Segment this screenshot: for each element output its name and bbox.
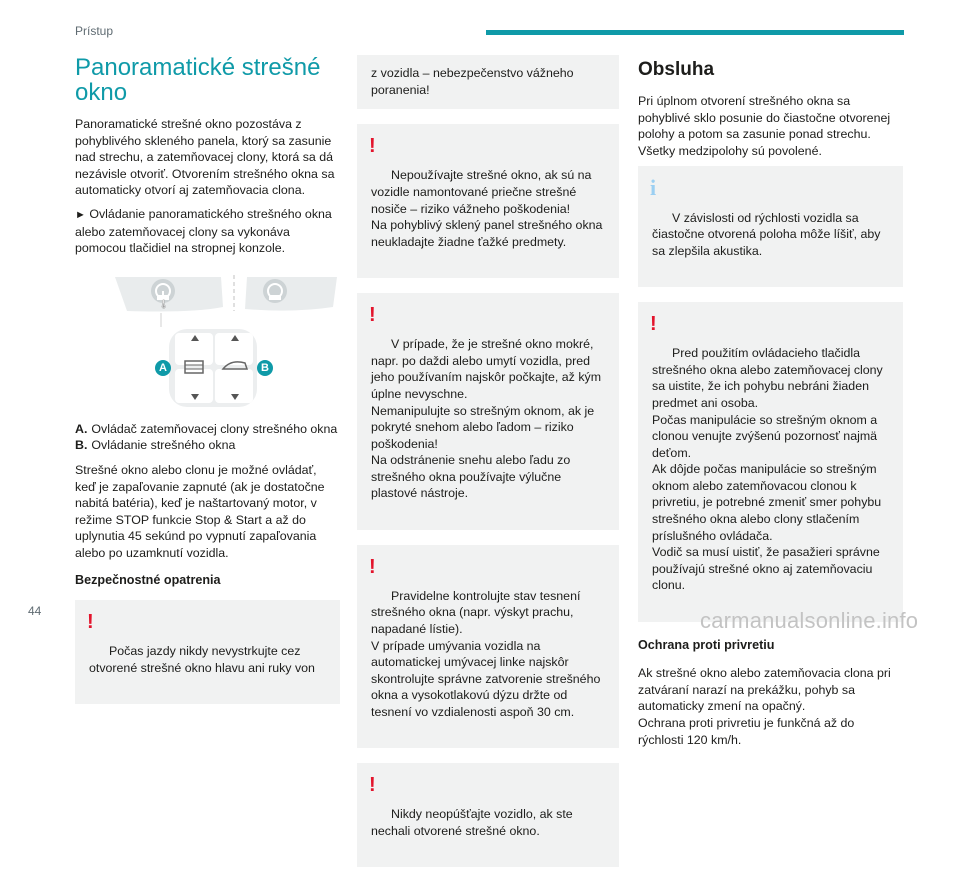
roof-console-illustration [75,269,340,409]
warning-note [638,302,903,622]
header-section-label: Prístup [75,24,114,38]
legend-text: Ovládač zatemňovacej clony strešného okna [91,421,338,436]
warning-note-text: Nikdy neopúšťajte vozidlo, ak ste nechali otvorené strešné okno. [371,807,573,838]
warning-note [75,600,340,704]
warning-icon: ! [369,555,376,578]
info-note-text: V závislosti od rýchlosti vozidla sa čiastočne otvorená poloha môže líšiť, aby sa zlepšila akustika. [652,210,881,258]
legend-item [75,437,340,454]
pinch-protection-paragraph: Ak strešné okno alebo zatemňovacia clona pri zatváraní narazí na prekážku, pohyb sa automaticky zmení na opačný. Ochrana proti privretiu je funkčná až do rýchlosti 120 km/h. [638,666,891,747]
warning-icon: ! [650,312,657,335]
intro-paragraph: Panoramatické strešné okno pozostáva z pohyblivého skleného panela, ktorý sa zasunie nad strechu, a zatemňovacej clony, ktorá sa dá nezávisle otvoriť. Otvorením strešného okna sa automaticky otvorí aj zatemňovacia clona. [75,117,335,198]
warning-note [357,293,619,530]
warning-icon: ! [87,611,94,634]
warning-note [357,545,619,749]
info-note [638,166,903,287]
page-number: 44 [28,604,42,618]
intro-bullet-paragraph [75,206,340,257]
operation-conditions-paragraph: Strešné okno alebo clonu je možné ovládať, keď je zapaľovanie zapnuté (ak je dostatočne nabitá batéria), keď je naštartovaný motor, v režime STOP funkcie Stop & Start a až do uplynutia 45 sekúnd po vypnutí zapaľovania alebo po uzamknutí vozidla. [75,462,325,560]
warning-note-text: Pred použitím ovládacieho tlačidla strešného okna alebo zatemňovacej clony sa uistite, že ich pohybu nebráni žiaden predmet ani osoba. Počas manipulácie so strešným oknom a clonou venujte zvýšenú pozornosť najmä deťom. Ak dôjde počas manipulácie so strešným oknom alebo zatemňovacou clonou k privretiu, je potrebné zmeniť smer pohybu strešného okna alebo clony stlačením príslušného ovládača. Vodič sa musí uistiť, že pasažieri správne používajú strešné okno aj zatemňovaciu clonu. [652,346,883,593]
right-reading-lamp [245,277,337,311]
warning-note-continued: z vozidla – nebezpečenstvo vážneho poranenia! [357,55,619,109]
column-2 [357,55,619,882]
operation-intro-paragraph: Pri úplnom otvorení strešného okna sa pohyblivé sklo posunie do čiastočne otvorenej polohy a potom sa zasunie ponad strechu. Všetky medzipolohy sú povolené. [638,94,891,158]
callout-b: B [257,360,273,376]
callout-a: A [155,360,171,376]
warning-note [357,124,619,278]
info-icon: i [650,175,657,201]
legend-item [75,421,340,438]
legend-text: Ovládanie strešného okna [91,438,236,453]
pinch-protection-heading: Ochrana proti privretiu [638,637,775,652]
roof-controls-figure [75,269,340,409]
legend-key: A. [75,421,88,436]
arrow-bullet-icon: ► [75,208,86,221]
warning-icon: ! [369,303,376,326]
warning-icon: ! [369,135,376,158]
intro-bullet-text: Ovládanie panoramatického strešného okna alebo zatemňovacej clony sa vykonáva pomocou tlačidiel na stropnej konzole. [75,206,332,256]
legend-list [75,421,340,454]
page-title: Panoramatické strešné okno [75,54,321,106]
legend-key: B. [75,438,88,453]
roof-control-pad [169,329,257,407]
warning-note-text: V prípade, že je strešné okno mokré, napr. po daždi alebo umytí vozidla, pred jeho používaním najskôr počkajte, až kým úplne nevyschne. Nemanipulujte so strešným oknom, ak je pokryté snehom alebo ľadom – riziko poškodenia! Na odstránenie snehu alebo ľadu zo strešného okna používajte výlučne plastové nástroje. [371,337,602,501]
section-heading: Obsluha [638,59,715,80]
watermark: carmanualsonline.info [700,608,919,633]
warning-note-text: Počas jazdy nikdy nevystrkujte cez otvorené strešné okno hlavu ani ruky von [89,644,315,675]
header-accent-bar [486,30,904,35]
warning-note [357,763,619,867]
warning-note-text: Pravidelne kontrolujte stav tesnení strešného okna (napr. výskyt prachu, napadané lístie). V prípade umývania vozidla na automatickej umývacej linke najskôr skontrolujte správne zatvorenie strešného okna a vysokotlakovú dýzu držte od tesnení vo vzdialenosti aspoň 30 cm. [371,588,601,719]
column-1 [75,55,340,719]
warning-icon: ! [369,774,376,797]
safety-heading: Bezpečnostné opatrenia [75,572,221,587]
column-3 [638,55,903,755]
warning-note-text: Nepoužívajte strešné okno, ak sú na vozidle namontované priečne strešné nosiče – riziko vážneho poškodenia! Na pohyblivý sklený panel strešného okna neukladajte žiadne ťažké predmety. [371,168,603,249]
svg-text:🌡: 🌡 [158,299,170,310]
